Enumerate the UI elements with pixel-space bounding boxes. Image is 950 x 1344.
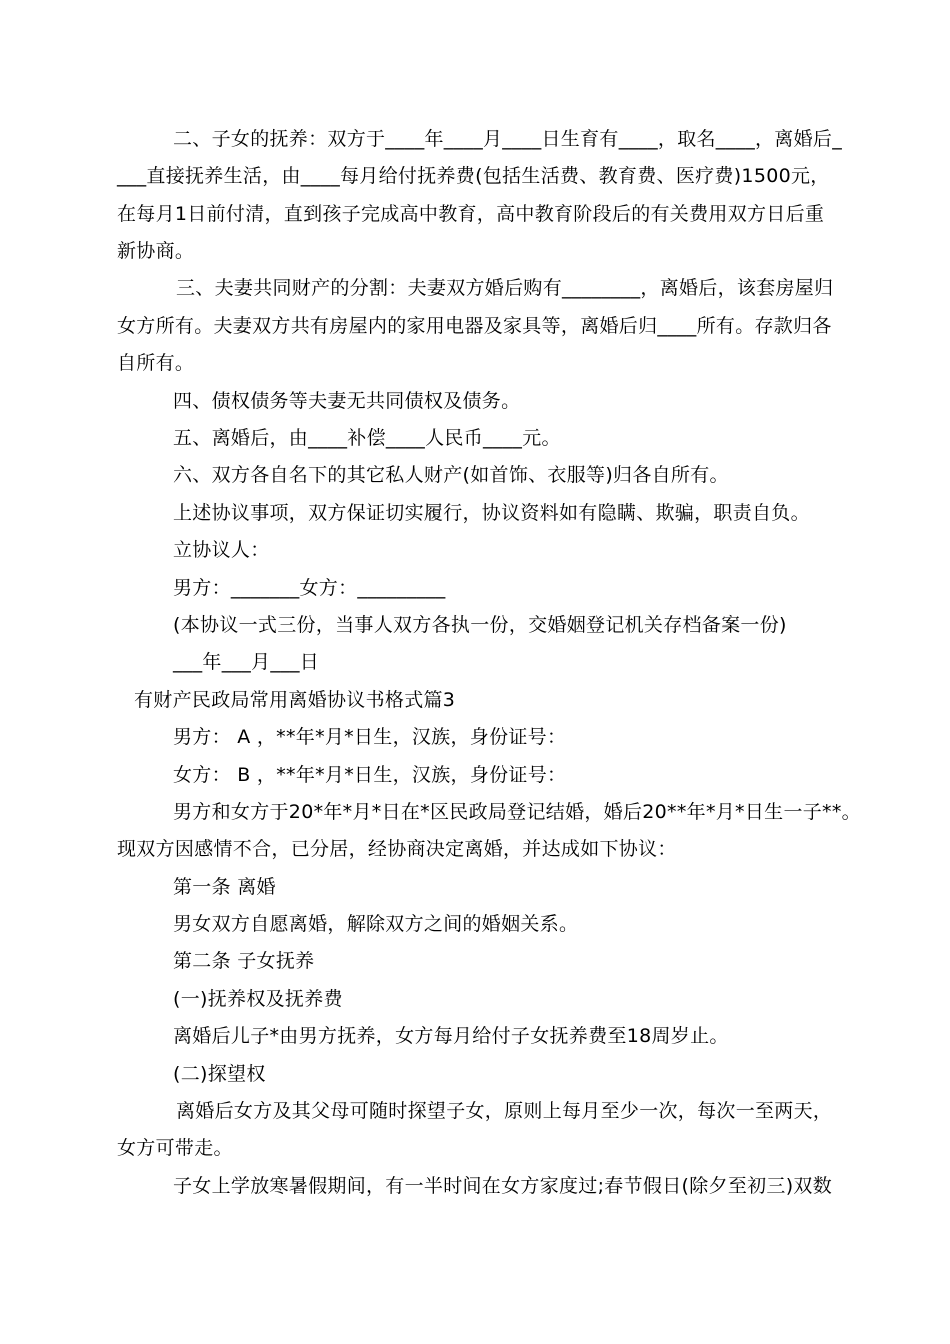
clause-3-line-3: 自所有。 <box>117 352 195 374</box>
subsection-1-text: 离婚后儿子*由男方抚养，女方每月给付子女抚养费至18周岁止。 <box>173 1025 729 1047</box>
article-1-heading: 第一条 离婚 <box>173 876 276 898</box>
section-heading: 有财产民政局常用离婚协议书格式篇3 <box>134 689 456 711</box>
clause-2-line-2: ___直接抚养生活，由____每月给付抚养费(包括生活费、教育费、医疗费)1500元， <box>117 165 830 187</box>
article-1-text: 男女双方自愿离婚，解除双方之间的婚姻关系。 <box>173 913 579 935</box>
intro-line-2: 现双方因感情不合，已分居，经协商决定离婚，并达成如下协议： <box>117 838 677 860</box>
article-2-heading: 第二条 子女抚养 <box>173 950 315 972</box>
visitation-line-2: 女方可带走。 <box>117 1137 233 1159</box>
signatories-label: 立协议人： <box>173 539 270 561</box>
clause-4: 四、债权债务等夫妻无共同债权及债务。 <box>173 390 521 412</box>
agreement-statement: 上述协议事项，双方保证切实履行，协议资料如有隐瞒、欺骗，职责自负。 <box>173 502 810 524</box>
signature-line: 男方：_______女方：_________ <box>173 577 446 599</box>
visitation-line-1: 离婚后女方及其父母可随时探望子女，原则上每月至少一次，每次一至两天， <box>176 1100 833 1122</box>
clause-2-line-4: 新协商。 <box>117 240 195 262</box>
clause-3-line-1: 三、夫妻共同财产的分割：夫妻双方婚后购有________，离婚后，该套房屋归 <box>176 277 834 299</box>
clause-5: 五、离婚后，由____补偿____人民币____元。 <box>173 427 561 449</box>
holiday-line: 子女上学放寒暑假期间，有一半时间在女方家度过;春节假日(除夕至初三)双数 <box>173 1175 833 1197</box>
clause-2-line-1: 二、子女的抚养：双方于____年____月____日生育有____，取名____，离婚后_ <box>173 128 843 150</box>
party-male: 男方： A ，**年*月*日生，汉族，身份证号： <box>173 726 567 748</box>
intro-line-1: 男方和女方于20*年*月*日在*区民政局登记结婚，婚后20**年*月*日生一子**。 <box>173 801 861 823</box>
clause-6: 六、双方各自名下的其它私人财产(如首饰、衣服等)归各自所有。 <box>173 464 729 486</box>
copies-note: (本协议一式三份，当事人双方各执一份，交婚姻登记机关存档备案一份) <box>173 614 787 636</box>
date-line: ___年___月___日 <box>173 651 320 673</box>
clause-2-line-3: 在每月1日前付清，直到孩子完成高中教育，高中教育阶段后的有关费用双方日后重 <box>117 203 825 225</box>
party-female: 女方： B ，**年*月*日生，汉族，身份证号： <box>173 764 567 786</box>
clause-3-line-2: 女方所有。夫妻双方共有房屋内的家用电器及家具等，离婚后归____所有。存款归各 <box>117 315 832 337</box>
subsection-1-heading: (一)抚养权及抚养费 <box>173 988 343 1010</box>
subsection-2-heading: (二)探望权 <box>173 1063 266 1085</box>
